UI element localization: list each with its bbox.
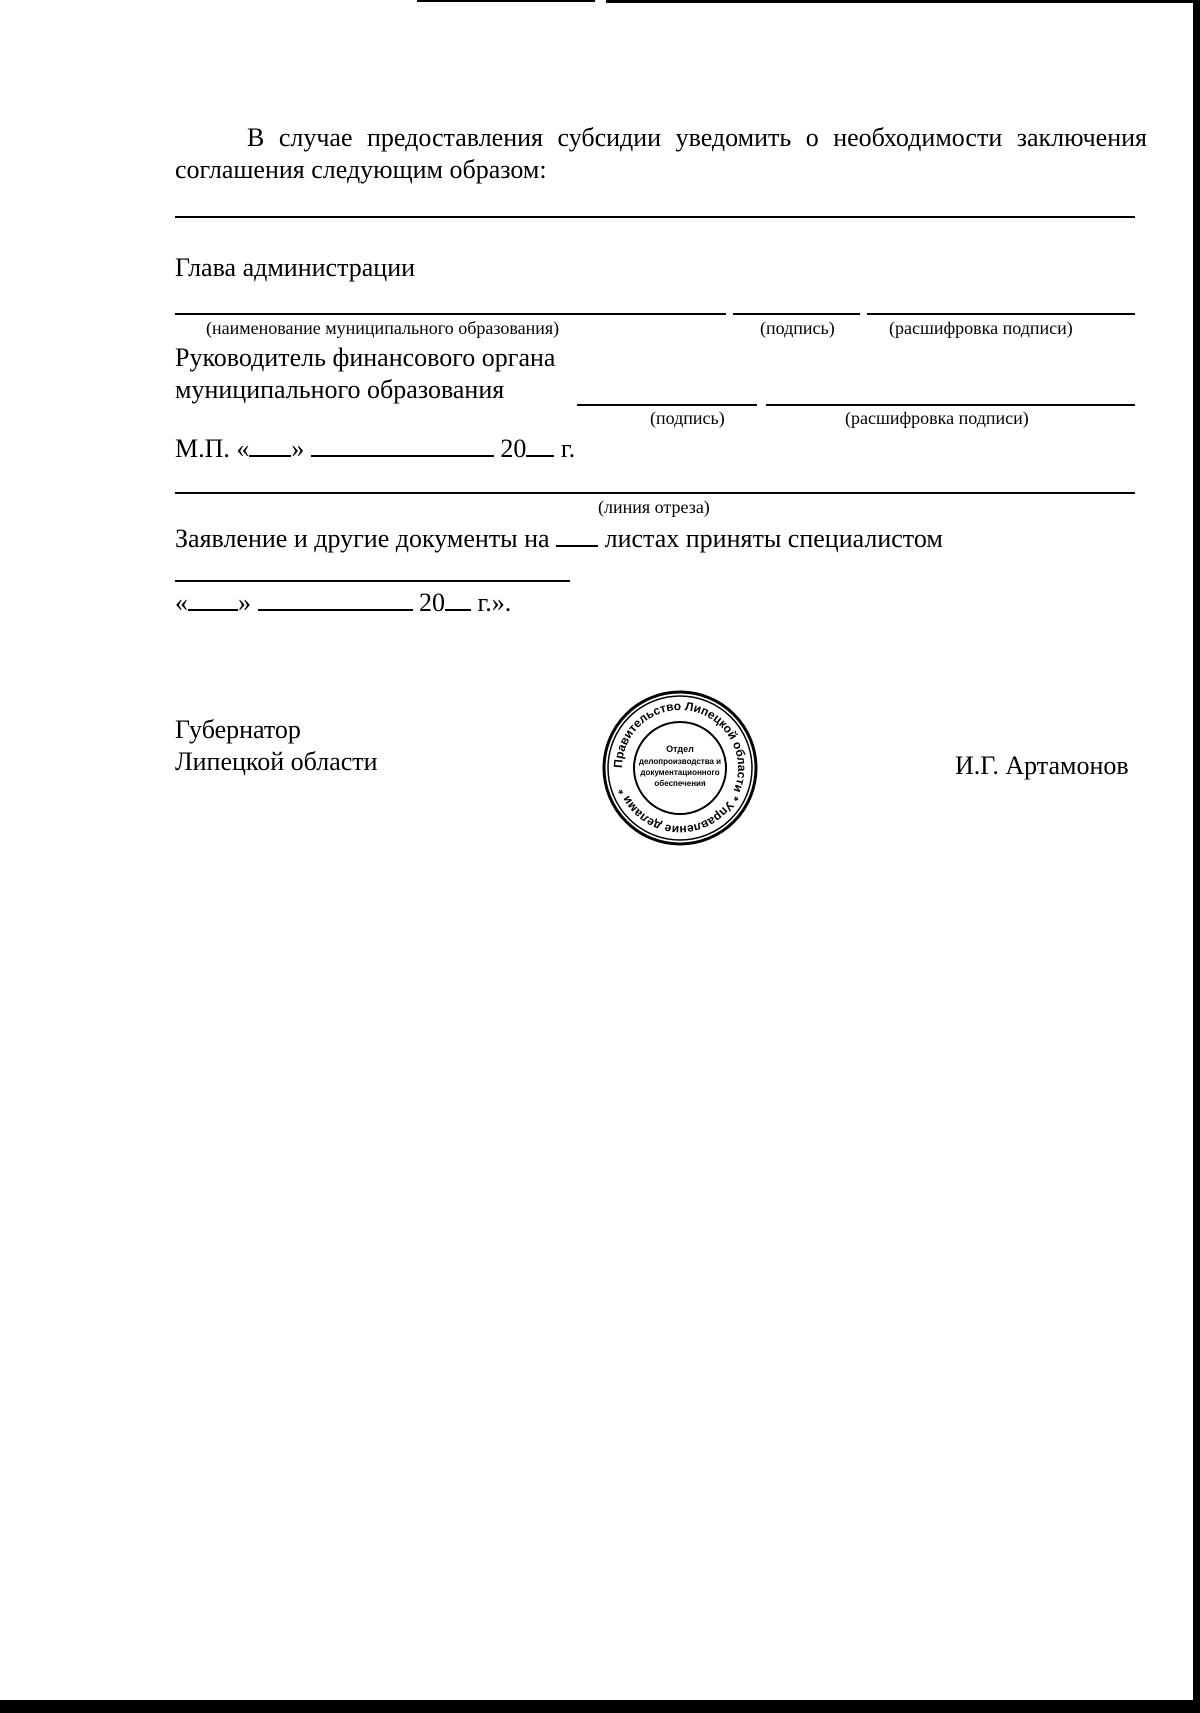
finance-decoding-line [766, 404, 1135, 406]
receipt-year-prefix: 20 [419, 588, 445, 617]
seal-date-line [175, 431, 575, 464]
receipt-date-line [175, 585, 511, 618]
caption-municipality-name: (наименование муниципального образования) [206, 318, 560, 338]
stamp-center-line3: документационного [640, 768, 720, 777]
caption-finance-signature: (подпись) [650, 408, 725, 428]
stamp-center-line2: делопроизводства и [638, 757, 722, 766]
finance-head-label-line2: муниципального образования [175, 375, 505, 404]
sheets-count-blank [556, 521, 598, 547]
scan-edge-right [1193, 0, 1200, 1713]
cut-line [175, 492, 1135, 494]
receipt-year-suffix: г.». [477, 588, 512, 617]
stamp-graphic [600, 688, 760, 848]
head-admin-label: Глава администрации [175, 253, 416, 282]
specialist-name-line [175, 580, 570, 582]
caption-head-decoding: (расшифровка подписи) [889, 318, 1073, 338]
scan-edge-top-right [606, 0, 1200, 3]
governor-name: И.Г. Артамонов [955, 751, 1129, 780]
receipt-text-after: листах приняты специалистом [604, 524, 943, 553]
head-decoding-line [867, 313, 1135, 315]
mp-label: М.П. « [175, 434, 250, 463]
stamp-center-line1: Отдел [666, 744, 694, 754]
day-quote-close: » [291, 434, 305, 463]
receipt-line [175, 521, 943, 554]
receipt-date-close: » [238, 588, 251, 617]
receipt-year-blank [445, 585, 471, 611]
head-signature-line [733, 313, 860, 315]
notice-paragraph: В случае предоставления субсидии уведомить о необходимости заключения соглашения следующим образом: [175, 123, 1147, 184]
governor-title-line2: Липецкой области [175, 747, 378, 776]
receipt-text-before: Заявление и другие документы на [175, 524, 550, 553]
receipt-date-open: « [175, 588, 188, 617]
month-blank [311, 431, 494, 457]
year-suffix: г. [560, 434, 576, 463]
notice-fill-line [175, 216, 1135, 218]
year-prefix: 20 [500, 434, 527, 463]
caption-head-signature: (подпись) [760, 318, 835, 338]
finance-signature-line [577, 404, 757, 406]
governor-title-line1: Губернатор [175, 715, 301, 744]
year-blank [526, 431, 554, 457]
receipt-month-blank [258, 585, 413, 611]
municipality-name-line [175, 313, 726, 315]
cut-line-caption: (линия отреза) [598, 497, 710, 517]
official-stamp [600, 688, 760, 848]
day-blank [249, 431, 291, 457]
scan-edge-top-left [417, 0, 595, 2]
stamp-center-line4: обеспечения [654, 779, 706, 788]
caption-finance-decoding: (расшифровка подписи) [845, 408, 1029, 428]
receipt-day-blank [188, 585, 238, 611]
stamp-ring-text: Правительство Липецкой области * Управление делами * [610, 698, 750, 838]
scan-edge-bottom [0, 1700, 1200, 1713]
finance-head-label-line1: Руководитель финансового органа [175, 343, 556, 372]
